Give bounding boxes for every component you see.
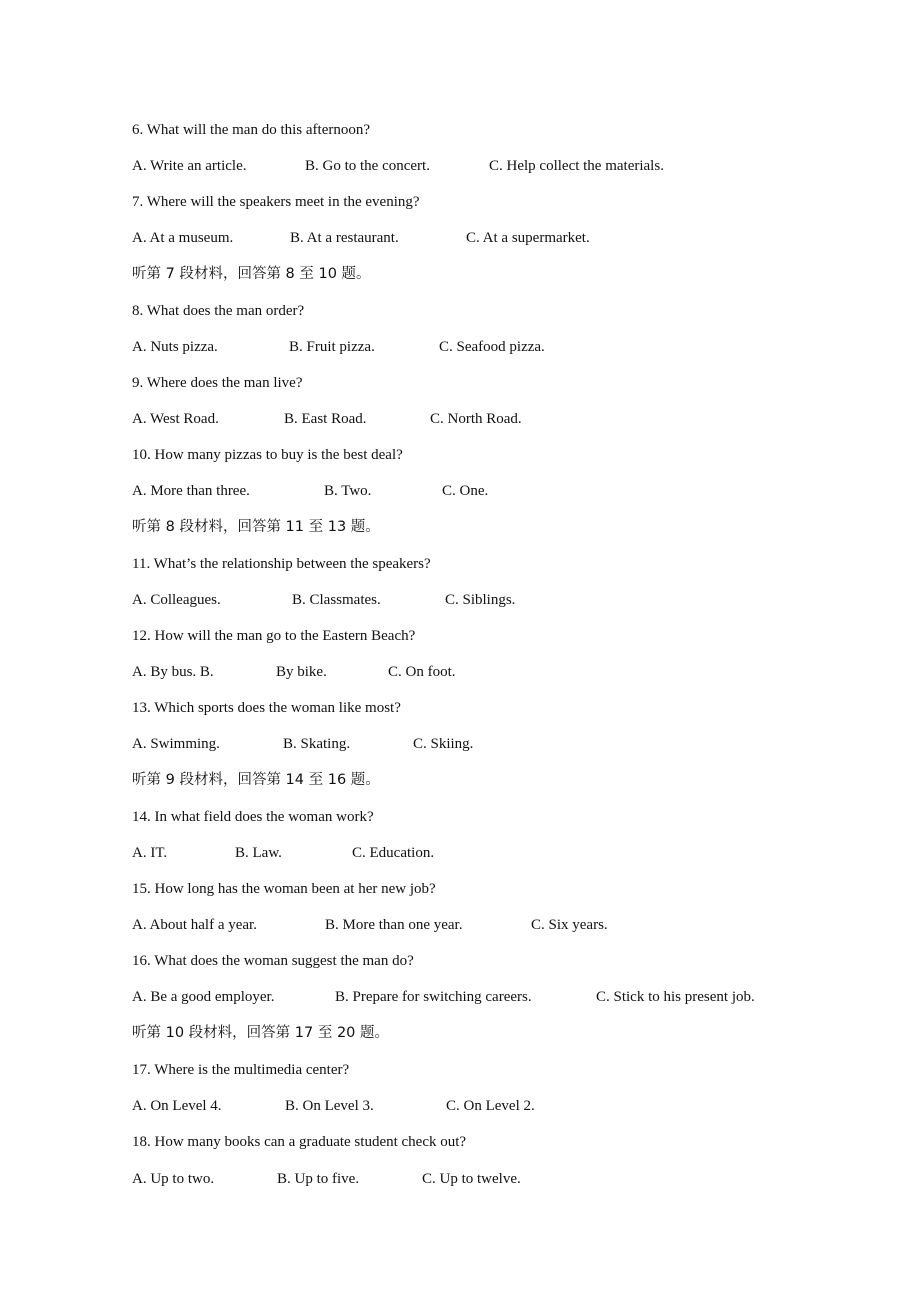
option-b[interactable]: B. Law. [235, 845, 282, 861]
option-c[interactable]: C. Siblings. [445, 592, 516, 608]
option-b[interactable]: B. Go to the concert. [305, 158, 430, 174]
question-11: 11. What’s the relationship between the speakers? [132, 556, 431, 572]
option-a[interactable]: A. Nuts pizza. [132, 339, 218, 355]
question-9: 9. Where does the man live? [132, 375, 303, 391]
option-a[interactable]: A. Swimming. [132, 736, 220, 752]
option-a[interactable]: A. Colleagues. [132, 592, 221, 608]
option-c[interactable]: C. One. [442, 483, 489, 499]
option-a[interactable]: A. At a museum. [132, 230, 234, 246]
option-b[interactable]: B. Prepare for switching careers. [335, 989, 532, 1005]
question-18: 18. How many books can a graduate student check out? [132, 1134, 467, 1150]
question-12: 12. How will the man go to the Eastern Beach? [132, 628, 416, 644]
question-14: 14. In what field does the woman work? [132, 809, 374, 825]
section-heading-10: 听第 10 段材料，回答第 17 至 20 题。 [132, 1025, 390, 1041]
option-c[interactable]: C. Six years. [531, 917, 608, 933]
option-b[interactable]: By bike. [276, 664, 327, 680]
section-heading-8: 听第 8 段材料，回答第 11 至 13 题。 [132, 519, 380, 535]
option-c[interactable]: C. Up to twelve. [422, 1171, 521, 1187]
option-a[interactable]: A. Up to two. [132, 1171, 215, 1187]
option-c[interactable]: C. Education. [352, 845, 435, 861]
option-b[interactable]: B. At a restaurant. [290, 230, 399, 246]
section-heading-9: 听第 9 段材料，回答第 14 至 16 题。 [132, 772, 380, 788]
section-heading-7: 听第 7 段材料，回答第 8 至 10 题。 [132, 266, 371, 282]
option-a[interactable]: A. West Road. [132, 411, 219, 427]
option-a[interactable]: A. About half a year. [132, 917, 257, 933]
option-a[interactable]: A. More than three. [132, 483, 250, 499]
question-13: 13. Which sports does the woman like most? [132, 700, 401, 716]
option-c[interactable]: C. On Level 2. [446, 1098, 535, 1114]
option-c[interactable]: C. Help collect the materials. [489, 158, 664, 174]
option-b[interactable]: B. More than one year. [325, 917, 463, 933]
question-7: 7. Where will the speakers meet in the evening? [132, 194, 420, 210]
option-a[interactable]: A. By bus. B. [132, 664, 214, 680]
question-10: 10. How many pizzas to buy is the best deal? [132, 447, 403, 463]
option-a[interactable]: A. Be a good employer. [132, 989, 275, 1005]
option-c[interactable]: C. Seafood pizza. [439, 339, 545, 355]
option-c[interactable]: C. North Road. [430, 411, 522, 427]
option-a[interactable]: A. On Level 4. [132, 1098, 222, 1114]
option-a[interactable]: A. Write an article. [132, 158, 247, 174]
option-b[interactable]: B. Classmates. [292, 592, 381, 608]
question-17: 17. Where is the multimedia center? [132, 1062, 350, 1078]
option-b[interactable]: B. Fruit pizza. [289, 339, 375, 355]
option-a[interactable]: A. IT. [132, 845, 168, 861]
option-c[interactable]: C. Skiing. [413, 736, 474, 752]
option-c[interactable]: C. Stick to his present job. [596, 989, 755, 1005]
option-b[interactable]: B. Up to five. [277, 1171, 360, 1187]
question-6: 6. What will the man do this afternoon? [132, 122, 371, 138]
question-16: 16. What does the woman suggest the man do? [132, 953, 414, 969]
option-c[interactable]: C. At a supermarket. [466, 230, 590, 246]
option-b[interactable]: B. On Level 3. [285, 1098, 374, 1114]
option-b[interactable]: B. East Road. [284, 411, 367, 427]
option-b[interactable]: B. Two. [324, 483, 372, 499]
option-c[interactable]: C. On foot. [388, 664, 456, 680]
option-b[interactable]: B. Skating. [283, 736, 351, 752]
question-8: 8. What does the man order? [132, 303, 305, 319]
question-15: 15. How long has the woman been at her new job? [132, 881, 436, 897]
